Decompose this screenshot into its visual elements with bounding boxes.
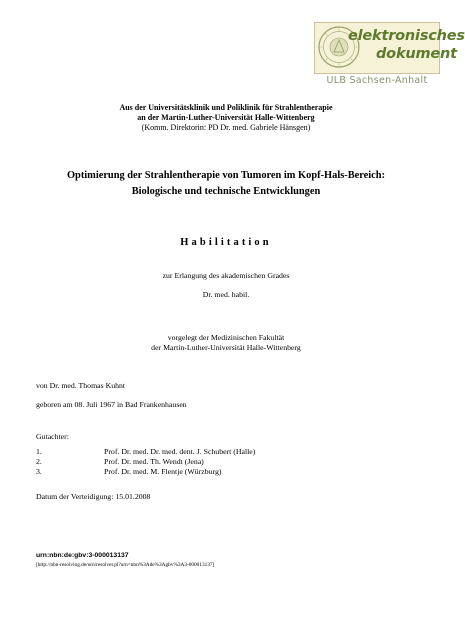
urn-identifier: urn:nbn:de:gbv:3-000013137 bbox=[36, 552, 129, 559]
reviewer-number: 3. bbox=[36, 467, 42, 476]
reviewers-list bbox=[36, 447, 336, 477]
habilitation-heading: Habilitation bbox=[180, 237, 272, 248]
title-line1: Optimierung der Strahlentherapie von Tumoren im Kopf-Hals-Bereich: bbox=[66, 170, 386, 181]
title-line2: Biologische und technische Entwicklungen bbox=[131, 186, 321, 197]
header-line3: (Komm. Direktorin: PD Dr. med. Gabriele Hänsgen) bbox=[141, 123, 311, 132]
reviewer-name: Prof. Dr. med. Dr. med. dent. J. Schubert (Halle) bbox=[104, 447, 256, 456]
resolver-link[interactable]: [http://nbn-resolving.de/urn/resolver.pl?urn=nbn%3Ade%3Agbv%3A3-000013137] bbox=[36, 562, 215, 568]
thesis-title bbox=[0, 168, 452, 200]
reviewer-item bbox=[36, 447, 336, 457]
reviewer-number: 1. bbox=[36, 447, 42, 456]
reviewer-name: Prof. Dr. med. M. Flentje (Würzburg) bbox=[104, 467, 222, 476]
faculty-line2: der Martin-Luther-Universität Halle-Wittenberg bbox=[151, 343, 301, 352]
author-birth: geboren am 08. Juli 1967 in Bad Frankenhausen bbox=[36, 400, 187, 409]
elektronisches-dokument-logo bbox=[314, 22, 465, 86]
degree-name: Dr. med. habil. bbox=[202, 290, 250, 299]
author-name: von Dr. med. Thomas Kuhnt bbox=[36, 381, 126, 390]
reviewer-item bbox=[36, 457, 336, 467]
logo-text-line2: dokument bbox=[376, 46, 457, 62]
header-line1: Aus der Universitätsklinik und Poliklinik für Strahlentherapie bbox=[119, 103, 333, 112]
faculty-line1: vorgelegt der Medizinischen Fakultät bbox=[167, 333, 285, 342]
reviewers-heading: Gutachter: bbox=[36, 432, 69, 441]
logo-text-line1: elektronisches bbox=[348, 28, 465, 44]
degree-purpose: zur Erlangung des akademischen Grades bbox=[162, 271, 290, 280]
reviewer-name: Prof. Dr. med. Th. Wendt (Jena) bbox=[104, 457, 204, 466]
header-line2: an der Martin-Luther-Universität Halle-Wittenberg bbox=[137, 113, 315, 122]
defense-date: Datum der Verteidigung: 15.01.2008 bbox=[36, 492, 151, 501]
reviewer-item bbox=[36, 467, 336, 477]
reviewer-number: 2. bbox=[36, 457, 42, 466]
faculty-block bbox=[0, 333, 452, 353]
institution-header bbox=[0, 103, 452, 133]
logo-caption: ULB Sachsen-Anhalt bbox=[326, 75, 428, 86]
